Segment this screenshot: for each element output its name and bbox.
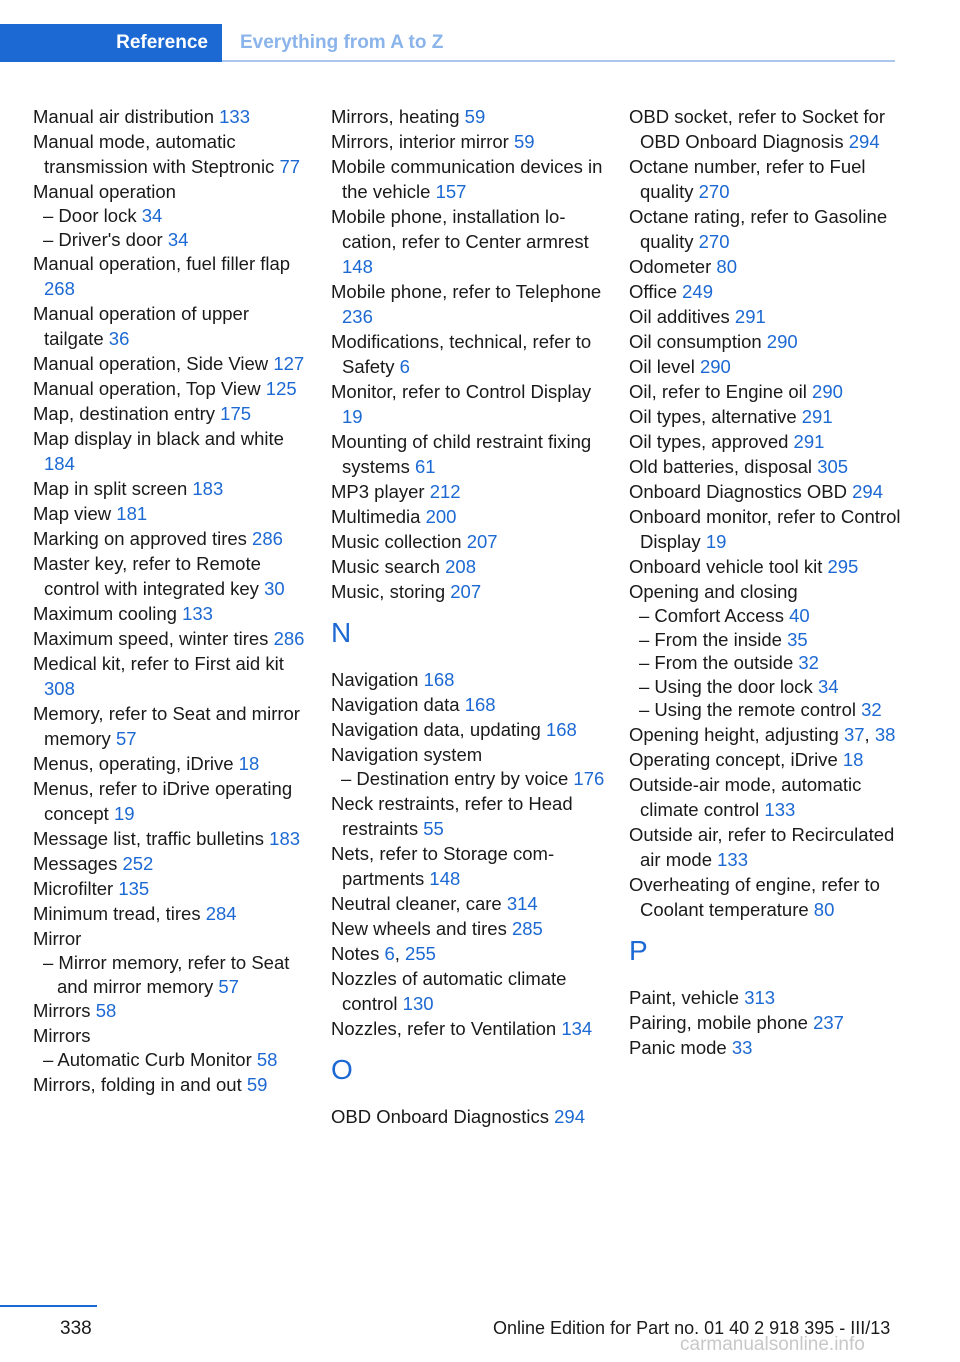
index-entry xyxy=(33,526,308,551)
entry-text: Navigation xyxy=(331,669,424,690)
entry-text: Onboard Diagnostics OBD xyxy=(629,481,853,502)
index-entry xyxy=(33,626,308,651)
entry-text: Panic mode xyxy=(629,1036,732,1058)
entry-text: Onboard monitor, refer to Control Display xyxy=(629,506,901,552)
page-link[interactable]: 57 xyxy=(218,975,239,997)
page-link[interactable]: 208 xyxy=(445,556,476,577)
index-subentry xyxy=(629,604,904,628)
index-entry xyxy=(629,154,904,204)
page-link[interactable]: 294 xyxy=(852,481,884,502)
entry-text: – Destination entry by voice xyxy=(341,768,574,789)
entry-text: Mobile phone, installation location, refer to Center armrest xyxy=(331,206,589,252)
page-link[interactable]: 6 xyxy=(384,942,395,964)
entry-text: Mirrors xyxy=(33,1025,91,1046)
index-entry xyxy=(33,1023,308,1048)
index-entry xyxy=(331,479,606,504)
entry-text: – Mirror memory, refer to Seat and mirror memory xyxy=(43,952,290,997)
entry-text: Outside air, refer to Recirculated air mode xyxy=(629,823,895,870)
page-link[interactable]: 38 xyxy=(874,723,896,745)
index-entry xyxy=(33,301,308,351)
entry-text: Map display in black and white xyxy=(33,428,284,449)
entry-text: Minimum tread, tires xyxy=(33,903,206,924)
header-divider xyxy=(222,60,895,62)
index-entry xyxy=(33,876,308,901)
entry-text: Menus, operating, iDrive xyxy=(33,753,239,774)
page-number: 338 xyxy=(60,1318,92,1339)
entry-text: OBD socket, refer to Socket for OBD Onboard Diagnosis xyxy=(629,106,886,152)
index-entry xyxy=(331,667,606,692)
entry-text: Map, destination entry xyxy=(33,403,221,424)
entry-text: – Comfort Access xyxy=(639,605,790,626)
entry-text: Overheating of engine, refer to Coolant temperature xyxy=(629,873,880,920)
index-entry xyxy=(331,504,606,529)
index-entry xyxy=(33,776,308,826)
entry-text: Oil consumption xyxy=(629,331,767,352)
entry-text: Map in split screen xyxy=(33,478,193,499)
index-letter-p: P xyxy=(629,934,648,966)
index-entry xyxy=(331,379,606,429)
entry-text: Octane rating, refer to Gasoline quality xyxy=(629,206,888,252)
page-link[interactable]: 168 xyxy=(545,719,577,740)
entry-text: Maximum speed, winter tires xyxy=(33,628,274,649)
page-link[interactable]: 18 xyxy=(842,748,864,770)
entry-text: Messages xyxy=(33,853,123,874)
index-entry xyxy=(33,601,308,626)
index-entry xyxy=(331,279,606,329)
entry-text: – From the inside xyxy=(639,628,788,650)
entry-text: Paint, vehicle xyxy=(629,986,745,1008)
index-entry xyxy=(33,476,308,501)
entry-text: Music search xyxy=(331,556,446,577)
entry-text: Pairing, mobile phone xyxy=(629,1011,814,1033)
page-link[interactable]: 291 xyxy=(801,406,833,427)
index-entry xyxy=(331,104,606,129)
index-column-2 xyxy=(331,104,606,1129)
page-link[interactable]: 80 xyxy=(716,256,737,277)
index-entry xyxy=(33,501,308,526)
entry-text: Old batteries, disposal xyxy=(629,456,818,477)
entry-text: Memory, refer to Seat and mirror memory xyxy=(33,703,300,749)
entry-text: Oil types, alternative xyxy=(629,406,802,427)
page-link[interactable]: 157 xyxy=(435,181,467,202)
section-tab[interactable] xyxy=(0,24,222,62)
entry-text: Outside-air mode, automatic climate control xyxy=(629,773,862,820)
entry-text: Navigation data, updating xyxy=(331,719,546,740)
entry-text: – Using the remote control xyxy=(639,699,862,720)
page-link[interactable]: 294 xyxy=(554,1105,586,1127)
page-link[interactable]: 212 xyxy=(429,481,461,502)
index-entry xyxy=(331,154,606,204)
footer-divider xyxy=(0,1305,97,1307)
index-entry xyxy=(331,717,606,742)
page-link[interactable]: 35 xyxy=(787,628,808,650)
page-link[interactable]: 34 xyxy=(817,675,839,697)
index-entry xyxy=(629,772,904,822)
index-subentry xyxy=(629,698,904,722)
page-link[interactable]: 183 xyxy=(269,828,301,849)
page-link[interactable]: 286 xyxy=(273,628,305,649)
page-link[interactable]: 290 xyxy=(812,381,843,402)
page-link[interactable]: 252 xyxy=(122,853,154,874)
entry-text: Onboard vehicle tool kit xyxy=(629,556,828,577)
entry-text: Multimedia xyxy=(331,506,426,527)
page-link[interactable]: 207 xyxy=(450,581,482,602)
entry-text: Opening and closing xyxy=(629,581,798,602)
index-subentry xyxy=(629,628,904,652)
index-subentry xyxy=(33,1048,308,1072)
index-entry xyxy=(629,554,904,579)
entry-text: Operating concept, iDrive xyxy=(629,748,843,770)
section-tab-label: Reference xyxy=(116,32,208,53)
entry-text: Nozzles, refer to Ventilation xyxy=(331,1017,562,1039)
page-link[interactable]: 236 xyxy=(342,306,373,327)
entry-text: Manual operation xyxy=(33,181,176,202)
index-subentry xyxy=(33,204,308,228)
edition-note: Online Edition for Part no. 01 40 2 918 395 - III/13 xyxy=(493,1318,891,1338)
entry-text: Notes xyxy=(331,942,385,964)
entry-text: Neck restraints, refer to Head restraints xyxy=(331,792,573,839)
index-entry: Notes 6, 255 xyxy=(331,942,436,964)
page-link[interactable]: 36 xyxy=(108,328,130,349)
section-title: Everything from A to Z xyxy=(240,32,444,53)
entry-text: Office xyxy=(629,281,683,302)
page-link[interactable]: 134 xyxy=(561,1017,593,1039)
page-link[interactable]: 55 xyxy=(423,817,444,839)
page-link[interactable]: 127 xyxy=(273,353,305,374)
page-link[interactable]: 270 xyxy=(698,181,730,202)
index-subentry xyxy=(331,767,606,791)
entry-text: Octane number, refer to Fuel quality xyxy=(629,156,866,202)
entry-text: Mirrors, heating xyxy=(331,106,465,127)
entry-text: Modifications, technical, refer to Safety xyxy=(331,331,592,377)
entry-text: – Automatic Curb Monitor xyxy=(43,1049,257,1070)
index-entry xyxy=(33,651,308,701)
entry-text: Oil types, approved xyxy=(629,431,794,452)
page-link[interactable]: 286 xyxy=(252,528,283,549)
page-link[interactable]: 200 xyxy=(425,506,457,527)
index-entry xyxy=(629,329,904,354)
index-entry xyxy=(629,204,904,254)
page-link[interactable]: 268 xyxy=(44,278,75,299)
index-entry xyxy=(33,926,308,951)
index-entry xyxy=(33,1072,308,1097)
page-link[interactable]: 130 xyxy=(402,992,434,1014)
page-link[interactable]: 313 xyxy=(744,986,776,1008)
index-entry xyxy=(629,254,904,279)
entry-text: Mirrors, interior mirror xyxy=(331,131,514,152)
entry-text: Oil, refer to Engine oil xyxy=(629,381,813,402)
entry-text: Mirrors xyxy=(33,1000,96,1021)
page-link[interactable]: 6 xyxy=(399,356,410,377)
entry-text: Manual mode, automatic transmission with Steptronic xyxy=(33,131,280,177)
page-link[interactable]: 168 xyxy=(423,669,455,690)
index-letter-o: O xyxy=(331,1053,353,1085)
index-entry xyxy=(331,891,606,916)
page-link[interactable]: 19 xyxy=(342,406,363,427)
page-link[interactable]: 133 xyxy=(182,603,213,624)
entry-text: Nozzles of automatic climate control xyxy=(331,967,567,1014)
page-link[interactable]: 40 xyxy=(789,605,810,626)
entry-text: Mounting of child restraint fixing systems xyxy=(331,431,592,477)
page-link[interactable]: 284 xyxy=(205,903,237,924)
index-entry xyxy=(33,351,308,376)
page-link[interactable]: 255 xyxy=(405,942,436,964)
page-link[interactable]: 58 xyxy=(256,1049,278,1070)
page-link[interactable]: 37 xyxy=(843,723,865,745)
index-entry xyxy=(331,579,606,604)
page-link[interactable]: 237 xyxy=(813,1011,844,1033)
entry-text: Manual operation, Top View xyxy=(33,378,266,399)
page-link[interactable]: 32 xyxy=(798,652,819,673)
page-link[interactable]: 57 xyxy=(115,728,137,749)
index-entry xyxy=(33,701,308,751)
entry-text: Microfilter xyxy=(33,878,119,899)
index-entry xyxy=(629,354,904,379)
index-entry xyxy=(629,379,904,404)
page-link[interactable]: 58 xyxy=(95,1000,117,1021)
index-entry xyxy=(629,1035,904,1060)
entry-text: Nets, refer to Storage compartments xyxy=(331,842,555,889)
index-entry xyxy=(629,104,904,154)
index-entry xyxy=(629,504,904,554)
page-link[interactable]: 308 xyxy=(44,678,75,699)
watermark: carmanualsonline.info xyxy=(680,1334,865,1355)
index-entry xyxy=(331,129,606,154)
index-entry xyxy=(331,966,606,1016)
index-entry xyxy=(33,251,308,301)
entry-text: Navigation data xyxy=(331,694,465,715)
index-letter-n: N xyxy=(331,617,352,648)
index-entry xyxy=(33,401,308,426)
index-entry xyxy=(629,429,904,454)
entry-text: Neutral cleaner, care xyxy=(331,892,507,914)
index-subentry xyxy=(33,228,308,252)
index-entry xyxy=(629,279,904,304)
page-link[interactable]: 61 xyxy=(414,456,436,477)
index-entry xyxy=(331,692,606,717)
index-entry xyxy=(629,872,904,922)
entry-text: Odometer xyxy=(629,256,717,277)
index-entry xyxy=(629,454,904,479)
page-link[interactable]: 249 xyxy=(682,281,713,302)
page-link[interactable]: 290 xyxy=(766,331,798,352)
entry-text: Oil level xyxy=(629,356,700,377)
index-entry xyxy=(629,747,904,772)
index-entry xyxy=(629,1010,904,1035)
index-entry xyxy=(331,429,606,479)
index-entry xyxy=(33,751,308,776)
entry-text: Menus, refer to iDrive operating concept xyxy=(33,778,293,824)
index-entry xyxy=(331,841,606,891)
page-link[interactable]: 77 xyxy=(279,156,301,177)
page-link[interactable]: 291 xyxy=(793,431,825,452)
index-entry xyxy=(331,1104,606,1129)
entry-text: Music collection xyxy=(331,531,467,552)
entry-text: Opening height, adjusting xyxy=(629,723,844,745)
entry-text: Manual air distribution xyxy=(33,106,220,127)
index-entry: Opening height, adjusting 37, 38 xyxy=(629,723,896,745)
index-entry xyxy=(331,916,606,941)
index-column-3 xyxy=(629,104,904,1060)
page-header xyxy=(0,24,895,62)
index-entry xyxy=(331,1016,606,1041)
page-link[interactable]: 33 xyxy=(731,1036,753,1058)
page-link[interactable]: 133 xyxy=(219,106,250,127)
page-link[interactable]: 125 xyxy=(265,378,297,399)
entry-text: Mobile communication devices in the vehicle xyxy=(331,156,603,202)
entry-text: Mirror xyxy=(33,928,82,949)
page-link[interactable]: 59 xyxy=(513,131,535,152)
page-link[interactable]: 148 xyxy=(429,867,461,889)
page-link[interactable]: 18 xyxy=(238,753,260,774)
entry-text: Oil additives xyxy=(629,306,735,327)
entry-text: Map view xyxy=(33,503,117,524)
entry-text: Manual operation, fuel filler flap xyxy=(33,253,291,274)
index-entry xyxy=(331,529,606,554)
page-link[interactable]: 176 xyxy=(573,768,605,789)
index-entry xyxy=(33,998,308,1023)
index-entry xyxy=(33,551,308,601)
page-link[interactable]: 291 xyxy=(734,306,766,327)
page-link[interactable]: 181 xyxy=(116,503,148,524)
index-entry xyxy=(629,822,904,872)
page-link[interactable]: 133 xyxy=(717,848,748,870)
page-link[interactable]: 168 xyxy=(464,694,496,715)
index-entry xyxy=(629,985,904,1010)
page-link[interactable]: 175 xyxy=(220,403,252,424)
entry-text: Music, storing xyxy=(331,581,451,602)
page-link[interactable]: 34 xyxy=(167,228,189,250)
entry-text: OBD Onboard Diagnostics xyxy=(331,1105,555,1127)
page-link[interactable]: 148 xyxy=(342,256,373,277)
page-link[interactable]: 184 xyxy=(44,453,75,474)
entry-text: New wheels and tires xyxy=(331,917,512,939)
page-link[interactable]: 34 xyxy=(141,205,163,226)
index-subentry xyxy=(33,951,308,998)
page-link[interactable]: 285 xyxy=(511,917,543,939)
entry-text: Marking on approved tires xyxy=(33,528,253,549)
page-link[interactable]: 290 xyxy=(699,356,731,377)
page-link[interactable]: 80 xyxy=(813,898,835,920)
page-link[interactable]: 19 xyxy=(113,803,135,824)
entry-text: MP3 player xyxy=(331,481,430,502)
index-entry xyxy=(331,204,606,279)
index-entry xyxy=(33,826,308,851)
index-subentry xyxy=(629,675,904,699)
page-link[interactable]: 295 xyxy=(827,556,859,577)
page-link[interactable]: 32 xyxy=(861,699,882,720)
entry-text: Master key, refer to Remote control with integrated key xyxy=(33,553,265,599)
index-entry xyxy=(331,329,606,379)
entry-text: – From the outside xyxy=(639,652,799,673)
index-entry xyxy=(629,304,904,329)
entry-text: Monitor, refer to Control Display xyxy=(331,381,592,402)
entry-text: Mirrors, folding in and out xyxy=(33,1073,247,1095)
entry-text: Maximum cooling xyxy=(33,603,183,624)
page-link[interactable]: 30 xyxy=(264,578,285,599)
page-link[interactable]: 133 xyxy=(764,798,796,820)
index-column-1 xyxy=(33,104,308,1097)
page-link[interactable]: 270 xyxy=(698,231,730,252)
index-entry xyxy=(629,404,904,429)
index-entry xyxy=(33,179,308,204)
entry-text: Navigation system xyxy=(331,744,483,765)
index-entry xyxy=(331,742,606,767)
index-entry xyxy=(331,554,606,579)
page-link[interactable]: 135 xyxy=(118,878,150,899)
entry-text: Medical kit, refer to First aid kit xyxy=(33,653,284,674)
index-entry xyxy=(33,851,308,876)
entry-text: Manual operation, Side View xyxy=(33,353,274,374)
page-link[interactable]: 207 xyxy=(466,531,498,552)
entry-text: – Door lock xyxy=(43,205,142,226)
index-subentry xyxy=(629,651,904,675)
page-link[interactable]: 294 xyxy=(848,131,880,152)
entry-text: Mobile phone, refer to Telephone xyxy=(331,281,602,302)
entry-text: – Driver's door xyxy=(43,228,168,250)
page-link[interactable]: 59 xyxy=(464,106,486,127)
index-entry xyxy=(33,426,308,476)
page-link[interactable]: 314 xyxy=(506,892,538,914)
index-entry xyxy=(33,901,308,926)
index-entry xyxy=(33,129,308,179)
page-link[interactable]: 305 xyxy=(817,456,849,477)
page-link[interactable]: 183 xyxy=(192,478,224,499)
index-entry xyxy=(629,579,904,604)
index-entry xyxy=(33,376,308,401)
index-entry xyxy=(33,104,308,129)
page-link[interactable]: 59 xyxy=(246,1073,268,1095)
entry-text: – Using the door lock xyxy=(639,675,818,697)
index-entry xyxy=(629,479,904,504)
entry-text: Message list, traffic bulletins xyxy=(33,828,270,849)
entry-text: Manual operation of upper tailgate xyxy=(33,303,249,349)
page-link[interactable]: 19 xyxy=(705,531,727,552)
index-entry xyxy=(331,791,606,841)
